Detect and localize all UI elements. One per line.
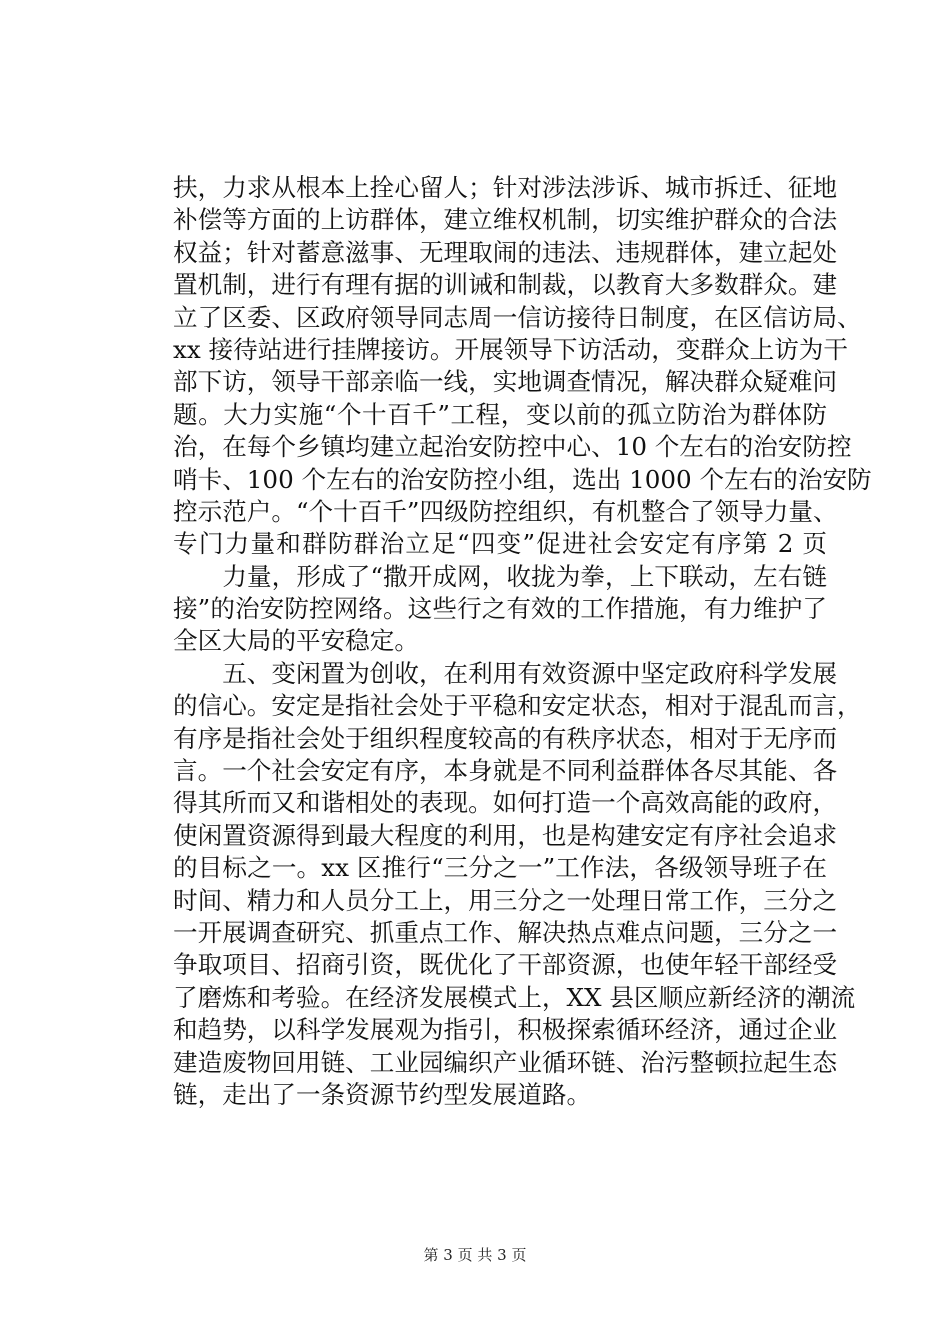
- text-line: 题。大力实施“个十百千”工程，变以前的孤立防治为群体防: [173, 399, 827, 429]
- text-line: 立了区委、区政府领导同志周一信访接待日制度，在区信访局、: [173, 302, 862, 332]
- text-line: 争取项目、招商引资，既优化了干部资源，也使年轻干部经受: [173, 950, 838, 980]
- text-line: 链，走出了一条资源节约型发展道路。: [173, 1079, 592, 1109]
- text-line: 时间、精力和人员分工上，用三分之一处理日常工作，三分之: [173, 885, 838, 915]
- text-line: 权益；针对蓄意滋事、无理取闹的违法、违规群体，建立起处: [173, 237, 838, 267]
- page-number-label: 第 3 页 共 3 页: [423, 1246, 527, 1264]
- text-line: 哨卡、100 个左右的治安防控小组，选出 1000 个左右的治安防: [173, 464, 872, 494]
- text-line: 控示范户。“个十百千”四级防控组织，有机整合了领导力量、: [173, 496, 838, 526]
- text-line: xx 接待站进行挂牌接访。开展领导下访活动，变群众上访为干: [173, 334, 848, 364]
- text-line: 部下访，领导干部亲临一线，实地调查情况，解决群众疑难问: [173, 367, 838, 397]
- text-line: 专门力量和群防群治立足“四变”促进社会安定有序第 2 页: [173, 529, 827, 559]
- text-line: 接”的治安防控网络。这些行之有效的工作措施，有力维护了: [173, 594, 827, 624]
- text-line: 补偿等方面的上访群体，建立维权机制，切实维护群众的合法: [173, 205, 838, 235]
- text-line: 言。一个社会安定有序，本身就是不同利益群体各尽其能、各: [173, 756, 838, 786]
- text-line: 治，在每个乡镇均建立起治安防控中心、10 个左右的治安防控: [173, 432, 852, 462]
- text-line: 全区大局的平安稳定。: [173, 626, 419, 656]
- text-line: 的目标之一。xx 区推行“三分之一”工作法，各级领导班子在: [173, 853, 827, 883]
- text-line: 使闲置资源得到最大程度的利用，也是构建安定有序社会追求: [173, 820, 838, 850]
- text-line: 建造废物回用链、工业园编织产业循环链、治污整顿拉起生态: [173, 1047, 838, 1077]
- document-body: [173, 172, 872, 1111]
- page-footer: [0, 1245, 950, 1265]
- text-line: 力量，形成了“撒开成网，收拢为拳，上下联动，左右链: [173, 561, 827, 591]
- text-line: 和趋势，以科学发展观为指引，积极探索循环经济，通过企业: [173, 1015, 838, 1045]
- text-line: 扶，力求从根本上拴心留人；针对涉法涉诉、城市拆迁、征地: [173, 173, 838, 202]
- text-line: 一开展调查研究、抓重点工作、解决热点难点问题，三分之一: [173, 917, 838, 947]
- text-line: 五、变闲置为创收，在利用有效资源中坚定政府科学发展: [173, 658, 838, 688]
- text-line: 了磨炼和考验。在经济发展模式上，XX 县区顺应新经济的潮流: [173, 982, 856, 1012]
- text-line: 得其所而又和谐相处的表现。如何打造一个高效高能的政府，: [173, 788, 838, 818]
- text-line: 的信心。安定是指社会处于平稳和安定状态，相对于混乱而言，: [173, 691, 862, 721]
- text-line: 有序是指社会处于组织程度较高的有秩序状态，相对于无序而: [173, 723, 838, 753]
- text-line: 置机制，进行有理有据的训诫和制裁，以教育大多数群众。建: [173, 270, 838, 300]
